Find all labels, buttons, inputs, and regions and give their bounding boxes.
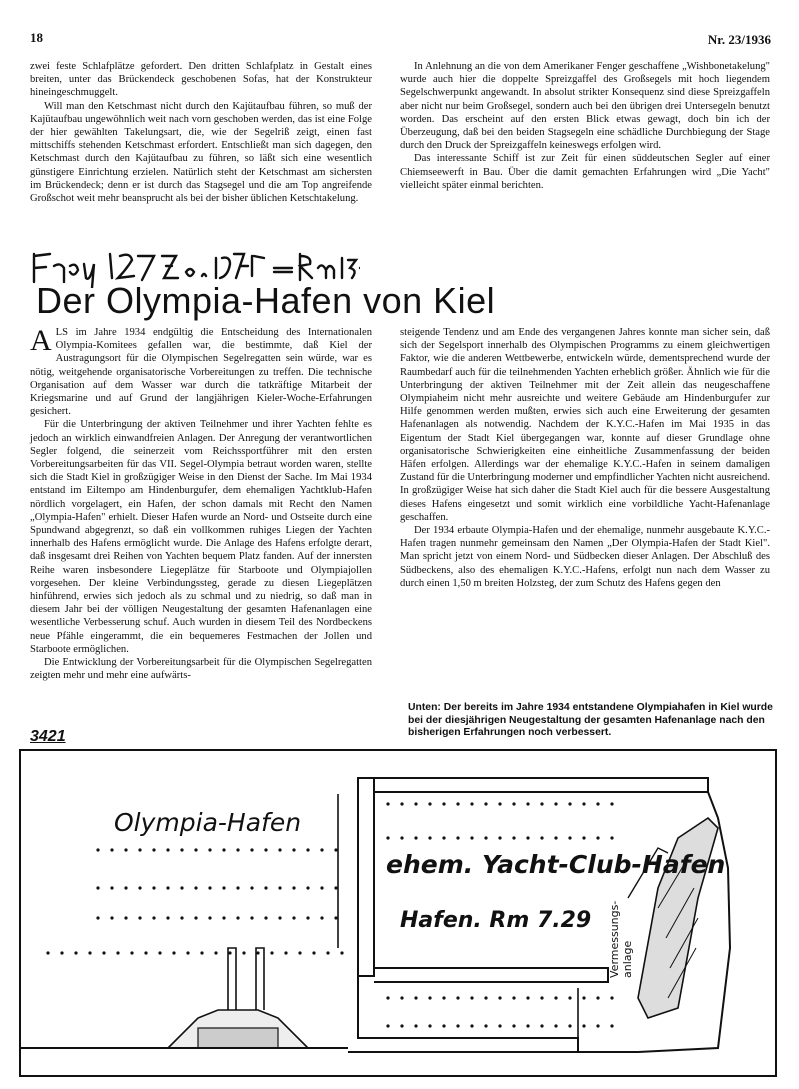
harbour-map [18, 748, 778, 1078]
paragraph: zwei feste Schlafplätze gefordert. Den dritten Schlafplatz in Gestalt eines breiten, unter das Brückendeck geschobenen Sofas, hat der Konstrukteur hineingeschmuggelt. [30, 61, 372, 99]
mooring-post [540, 802, 543, 805]
mooring-post [110, 886, 113, 889]
mooring-post [596, 802, 599, 805]
mooring-post [312, 951, 315, 954]
mooring-post [250, 916, 253, 919]
mooring-post [222, 886, 225, 889]
main-left-column [30, 326, 372, 682]
mooring-post [264, 848, 267, 851]
mooring-post [428, 996, 431, 999]
top-right-column [400, 60, 770, 192]
mooring-post [526, 1024, 529, 1027]
mooring-post [96, 886, 99, 889]
mooring-post [540, 836, 543, 839]
mooring-post [320, 886, 323, 889]
mooring-post [596, 1024, 599, 1027]
mooring-post [88, 951, 91, 954]
mooring-post [320, 916, 323, 919]
mooring-post [456, 996, 459, 999]
mooring-post [110, 848, 113, 851]
mooring-post [526, 996, 529, 999]
mooring-post [250, 886, 253, 889]
mooring-post [278, 916, 281, 919]
mooring-post [386, 996, 389, 999]
mooring-post [470, 996, 473, 999]
mooring-post [270, 951, 273, 954]
mooring-post [498, 836, 501, 839]
mooring-post [400, 996, 403, 999]
olympia-hafen-label: Olympia-Hafen [114, 808, 302, 837]
mooring-post [180, 848, 183, 851]
mooring-post [60, 951, 63, 954]
mooring-post [568, 1024, 571, 1027]
mooring-post [138, 848, 141, 851]
mooring-post [96, 916, 99, 919]
mooring-post [484, 802, 487, 805]
mooring-post [554, 1024, 557, 1027]
mooring-post [320, 848, 323, 851]
mooring-post [124, 848, 127, 851]
mooring-post [236, 916, 239, 919]
mooring-post [442, 802, 445, 805]
mooring-post [250, 848, 253, 851]
paragraph: steigende Tendenz und am Ende des vergangenen Jahres konnte man sicher sein, daß sich der Segelsport innerhalb des Olympischen Programms zu einem gleichwertigen Faktor, wie die anderen Wettbewerbe, entwickeln würde, dementsprechend wurde der Raumbedarf auch für die teilnehmenden Yachten erheblich größer. Ähnlich wie für die Unterbringung der aktiven Teilnehmer mit der Zeit allein das neugeschaffene Olympiaheim nicht mehr ausreichte und weitere Gebäude am Hindenburgufer zur Hilfe genommen werden mußten, erwies sich auch eine Erweiterung der gesamten Hafenanlagen als notwendig. Nachdem der K.Y.C.-Hafen im Mai 1935 in das Eigentum der Stadt Kiel übergegangen war, konnte auf dieser Grundlage ohne organisatorische Schwierigkeiten eine einheitliche Zusammenfassung der beiden Häfen erfolgen. Allerdings war der ehemalige K.Y.C.-Hafen in seinem damaligen Zustand für die Unterbringung moderner und empfindlicher Yachten nicht ausreichend. In großzügiger Weise hat sich daher die Stadt Kiel auch für die bessere Ausgestaltung dieses Hafens eingesetzt und somit wirklich eine vorbildliche Yacht-Hafenanlage geschaffen. [400, 327, 770, 523]
map-caption: Unten: Der bereits im Jahre 1934 entstandene Olympiahafen in Kiel wurde bei der diesjährigen Neugestaltung der gesamten Hafenanlage nach den bisherigen Erfahrungen noch verbessert. [408, 702, 773, 739]
mooring-post [278, 848, 281, 851]
mooring-post [414, 1024, 417, 1027]
map-handwritten-note: Hafen. Rm 7.29 [400, 908, 592, 933]
mooring-post [596, 996, 599, 999]
mooring-post [74, 951, 77, 954]
top-left-column [30, 60, 372, 205]
mooring-post [334, 848, 337, 851]
mooring-post [442, 996, 445, 999]
mooring-post [158, 951, 161, 954]
mooring-post [194, 916, 197, 919]
mooring-post [526, 802, 529, 805]
mooring-post [242, 951, 245, 954]
mooring-post [554, 836, 557, 839]
mooring-post [166, 916, 169, 919]
mooring-post [152, 916, 155, 919]
mooring-post [334, 886, 337, 889]
mooring-post [340, 951, 343, 954]
paragraph: Die Entwicklung der Vorbereitungsarbeit für die Olympischen Segelregatten zeigten mehr und mehr eine aufwärts- [30, 657, 372, 682]
mooring-post [470, 1024, 473, 1027]
mooring-post [306, 886, 309, 889]
paragraph: Für die Unterbringung der aktiven Teilnehmer und ihrer Yachten fehlte es jedoch an wirklich einwandfreien Anlagen. Der Anregung der verantwortlichen Segler folgend, die seinerzeit vom Reichssportführer mit den ersten Vorbereitungsarbeiten für das VII. Segel-Olympia betraut worden waren, stellte sich die Stadt Kiel in großzügiger Weise in den Dienst der Sache. Im Mai 1934 entstand im Eiltempo am Hindenburgufer, dem ehemaligen Yachtklub-Hafen nördlich vorgelagert, ein Hafen, der schon damals mit Recht den Namen „Olympia-Hafen" erhielt. Dieser Hafen wurde an Nord- und Ostseite durch eine Spundwand abgegrenzt, so daß ein vollkommen ruhiges Liegen der Yachten innerhalb des Hafens ermöglicht wurde. Die Anlage des Hafens erfolgte derart, daß insgesamt drei Reihen von Yachten bequem Platz fanden. Auf der innersten Reihe waren insbesondere Liegeplätze für Starboote und Olympiajollen vorgesehen. Der kleine Verbindungssteg, gerade zu diesen Liegeplätzen hinführend, erwies sich jedoch als zu schmal und zu niedrig, so daß man in diesem Jahr bei der völligen Neugestaltung der gesamten Hafenanlagen eine wesentliche Verbesserung schuf. Auch wurden in diesem Teil des Nordbeckens neue Pfähle eingerammt, die ein bequemeres Festmachen der Jollen und Starboote ermöglichen. [30, 419, 372, 655]
mooring-post [414, 836, 417, 839]
mooring-post [512, 1024, 515, 1027]
mooring-post [498, 996, 501, 999]
mooring-post [236, 886, 239, 889]
mooring-post [256, 951, 259, 954]
mooring-post [484, 996, 487, 999]
mooring-post [414, 802, 417, 805]
mooring-post [512, 996, 515, 999]
mooring-post [152, 886, 155, 889]
mooring-post [200, 951, 203, 954]
mooring-post [470, 802, 473, 805]
mooring-post [326, 951, 329, 954]
manuscript-mark: 3421 [30, 728, 66, 745]
mooring-post [208, 848, 211, 851]
mooring-post [554, 996, 557, 999]
mooring-post [610, 996, 613, 999]
mooring-post [484, 836, 487, 839]
mooring-post [306, 848, 309, 851]
mooring-post [428, 802, 431, 805]
mooring-post [582, 996, 585, 999]
mooring-post [610, 836, 613, 839]
mooring-post [214, 951, 217, 954]
mooring-post [124, 916, 127, 919]
mooring-post [284, 951, 287, 954]
article-title: Der Olympia-Hafen von Kiel [36, 280, 496, 321]
mooring-post [456, 836, 459, 839]
mooring-post [138, 916, 141, 919]
paragraph [30, 326, 372, 418]
mooring-post [166, 886, 169, 889]
paragraph: Das interessante Schiff ist zur Zeit für einen süddeutschen Segler auf einer Chiemseewerft in Bau. Über die damit gemachten Erfahrungen wird „Die Yacht" vielleicht später einmal berichten. [400, 153, 770, 191]
mooring-post [400, 1024, 403, 1027]
mooring-post [144, 951, 147, 954]
mooring-post [208, 916, 211, 919]
page-number: 18 [30, 30, 43, 45]
mooring-post [208, 886, 211, 889]
mooring-post [386, 836, 389, 839]
mooring-post [124, 886, 127, 889]
mooring-post [540, 1024, 543, 1027]
mooring-post [222, 916, 225, 919]
mooring-post [180, 916, 183, 919]
mooring-post [512, 836, 515, 839]
mooring-post [582, 802, 585, 805]
main-right-column [400, 326, 770, 590]
mooring-post [96, 848, 99, 851]
mooring-post [554, 802, 557, 805]
mooring-post [264, 916, 267, 919]
mooring-post [414, 996, 417, 999]
mooring-post [428, 836, 431, 839]
issue-number: Nr. 23/1936 [707, 32, 771, 47]
mooring-post [400, 802, 403, 805]
mooring-post [130, 951, 133, 954]
paragraph: Der 1934 erbaute Olympia-Hafen und der ehemalige, nunmehr ausgebaute K.Y.C.-Hafen tragen nunmehr gemeinsam den Namen „Der Olympia-Hafen der Stadt Kiel". Man spricht jetzt von einem Nord- und Südbecken dieser Anlagen. Der Abschluß des Südbeckens, also des ehemaligen K.Y.C.-Hafens, erfolgt nun nach dem Wasser zu durch einen 1,50 m breiten Holzsteg, der zum Schutz des Hafens gegen den [400, 525, 770, 589]
vermessungsanlage-label: Vermessungs-anlage [608, 900, 634, 978]
mooring-post [596, 836, 599, 839]
mooring-post [442, 836, 445, 839]
mooring-post [180, 886, 183, 889]
mooring-post [512, 802, 515, 805]
mooring-post [278, 886, 281, 889]
paragraph: In Anlehnung an die von dem Amerikaner Fenger geschaffene „Wishbonetakelung" wurde auch hier die doppelte Spreizgaffel des Großsegels mit hoch liegendem Segelschwerpunkt angewandt. In absolut strikter Konsequenz sind diese Spreizgaffeln aber nicht nur beim Großsegel, sondern auch bei den übrigen drei Untersegeln benutzt worden. Das erscheint auf den ersten Blick etwas gewagt, doch bin ich der Überzeugung, daß bei den beiden Stagsegeln eine schädliche Durchbiegung der Stage durch den Druck der Spreizgaffeln keineswegs erfolgen wird. [400, 61, 770, 152]
mooring-post [334, 916, 337, 919]
mooring-post [116, 951, 119, 954]
paragraph-text: LS im Jahre 1934 endgültig die Entscheidung des Internationalen Olympia-Komitees gefallen war, die bestimmte, daß Kiel der Austragungsort für die Olympischen Segelregatten sein würde, war es nötig, weitgehende organisatorische Vorbereitungen zu treffen. Die technische Organisation auf dem Wasser war durch die tatkräftige Mitarbeit der Kriegsmarine und auf Grund der langjährigen Kieler-Woche-Erfahrungen gesichert. [30, 327, 372, 418]
mooring-post [498, 802, 501, 805]
mooring-post [292, 916, 295, 919]
mooring-post [498, 1024, 501, 1027]
mooring-post [470, 836, 473, 839]
mooring-post [610, 1024, 613, 1027]
mooring-post [610, 802, 613, 805]
mooring-post [194, 848, 197, 851]
mooring-post [138, 886, 141, 889]
mooring-post [172, 951, 175, 954]
mooring-post [582, 836, 585, 839]
mooring-post [400, 836, 403, 839]
mooring-post [46, 951, 49, 954]
mooring-post [568, 802, 571, 805]
mooring-post [582, 1024, 585, 1027]
mooring-post [298, 951, 301, 954]
mooring-post [442, 1024, 445, 1027]
mooring-post [236, 848, 239, 851]
paragraph: Will man den Ketschmast nicht durch den Kajütaufbau führen, so muß der Kajütaufbau ungewöhnlich weit nach vorn geschoben werden, das ist eine Folge der hier gewählten Takelungsart, die, wie der Segelriß zeigt, einen fast mittschiffs stehenden Ketschmast erfordert. Entschließt man sich dagegen, den Ketschmast durch den Kajütaufbau zu führen, so läßt sich eine wesentlich günstigere Einrichtung erzielen. Natürlich steht der Ketschmast am sichersten im Brückendeck; denn er ist durch das Stagsegel und die am Top angreifende Großschot weit mehr beansprucht als bei der bisher üblichen Ketschtakelung. [30, 100, 372, 205]
mooring-post [456, 802, 459, 805]
mooring-post [428, 1024, 431, 1027]
mooring-post [386, 1024, 389, 1027]
mooring-post [166, 848, 169, 851]
mooring-post [110, 916, 113, 919]
mooring-post [306, 916, 309, 919]
mooring-post [484, 1024, 487, 1027]
mooring-post [456, 1024, 459, 1027]
mooring-post [526, 836, 529, 839]
mooring-post [568, 836, 571, 839]
mooring-post [228, 951, 231, 954]
mooring-post [568, 996, 571, 999]
drop-cap: A [30, 324, 52, 357]
mooring-post [264, 886, 267, 889]
mooring-post [194, 886, 197, 889]
mooring-post [386, 802, 389, 805]
mooring-post [540, 996, 543, 999]
mooring-post [222, 848, 225, 851]
mooring-post [292, 886, 295, 889]
mooring-rows [18, 748, 778, 1078]
mooring-post [102, 951, 105, 954]
mooring-post [152, 848, 155, 851]
mooring-post [292, 848, 295, 851]
mooring-post [186, 951, 189, 954]
yacht-club-hafen-label: ehem. Yacht-Club-Hafen [386, 850, 726, 879]
